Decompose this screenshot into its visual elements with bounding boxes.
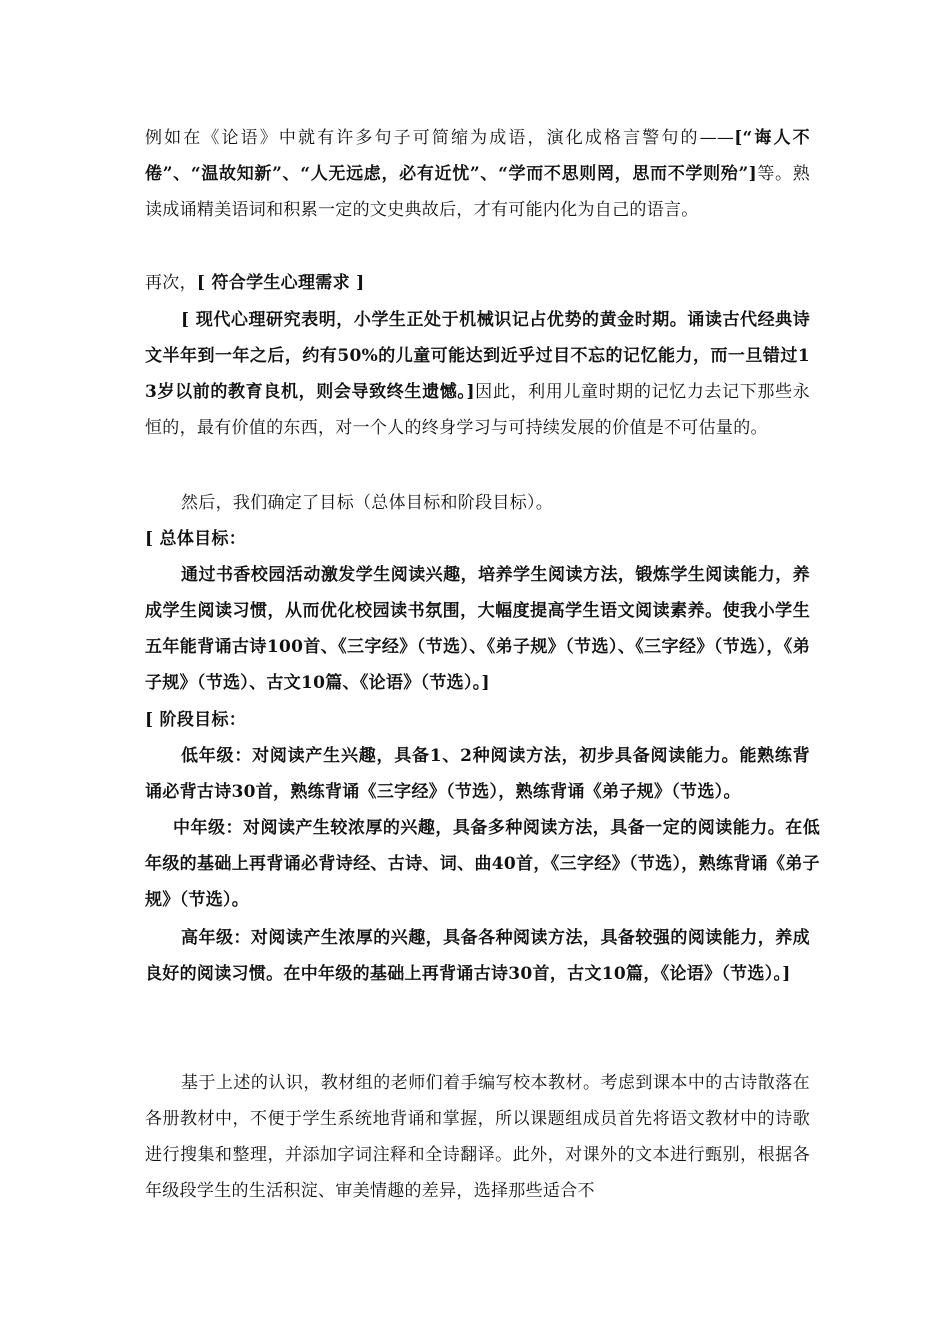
paragraph-lunyu-quotes: [“诲人不倦”、“温故知新”、“人无远虑，必有近忧”、“学而不思则罔，思而不学则殆”]	[145, 128, 810, 184]
paragraph-overall-goals: 通过书香校园活动激发学生阅读兴趣，培养学生阅读方法，锻炼学生阅读能力，养成学生阅读习惯，从而优化校园读书氛围，大幅度提高学生语文阅读素养。使我小学生五年能背诵古诗100首、《三字经》（节选）、《弟子规》（节选）、《三字经》（节选），《弟子规》（节选）、古文10篇、《论语》（节选）。]	[145, 565, 810, 693]
paragraph-textbook-compilation: 基于上述的认识，教材组的老师们着手编写校本教材。考虑到课本中的古诗散落在各册教材中，不便于学生系统地背诵和掌握，所以课题组成员首先将语文教材中的诗歌进行搜集和整理，并添加字词注释和全诗翻译。此外，对课外的文本进行甄别，根据各年级段学生的生活积淀、审美情趣的差异，选择那些适合不	[145, 1073, 810, 1201]
paragraph-goals-intro: 然后，我们确定了目标（总体目标和阶段目标）。	[181, 493, 554, 513]
paragraph-lunyu-examples	[145, 120, 810, 228]
paragraph-upper-grade: 高年级：对阅读产生浓厚的兴趣，具备各种阅读方法，具备较强的阅读能力，养成良好的阅读习惯。在中年级的基础上再背诵古诗30首，古文10篇，《论语》（节选）。]	[145, 928, 810, 984]
paragraph-memory-research	[145, 302, 810, 446]
paragraph-memory-tail: 因此，利用儿童时期的记忆力去记下那些永恒的，最有价值的东西，对一个人的终身学习与可持续发展的价值是不可估量的。	[145, 382, 811, 438]
paragraph-psychology-heading	[145, 265, 810, 301]
heading-overall-goals: [ 总体目标：	[145, 529, 247, 549]
paragraph-psychology-lead: 再次，	[145, 273, 197, 293]
paragraph-lunyu-lead: 例如在《论语》中就有许多句子可简缩为成语，演化成格言警句的——	[145, 128, 735, 148]
heading-stage-goals: [ 阶段目标：	[145, 710, 247, 730]
paragraph-memory-bold: [ 现代心理研究表明，小学生正处于机械识记占优势的黄金时期。诵读古代经典诗文半年到一年之后，约有50%的儿童可能达到近乎过目不忘的记忆能力，而一旦错过13岁以前的教育良机，则会导致终生遗憾。]	[145, 310, 810, 402]
paragraph-middle-grade: 中年级：对阅读产生较浓厚的兴趣，具备多种阅读方法，具备一定的阅读能力。在低年级的基础上再背诵必背诗经、古诗、词、曲40首，《三字经》（节选），熟练背诵《弟子规》（节选）。	[145, 818, 820, 910]
paragraph-lunyu-tail: 等。熟读成诵精美语词和积累一定的文史典故后，才有可能内化为自己的语言。	[145, 164, 811, 220]
paragraph-psychology-bold: [ 符合学生心理需求 ]	[196, 273, 365, 293]
paragraph-lower-grade: 低年级：对阅读产生兴趣，具备1、2种阅读方法，初步具备阅读能力。能熟练背诵必背古诗30首，熟练背诵《三字经》（节选），熟练背诵《弟子规》（节选）。	[145, 746, 810, 802]
